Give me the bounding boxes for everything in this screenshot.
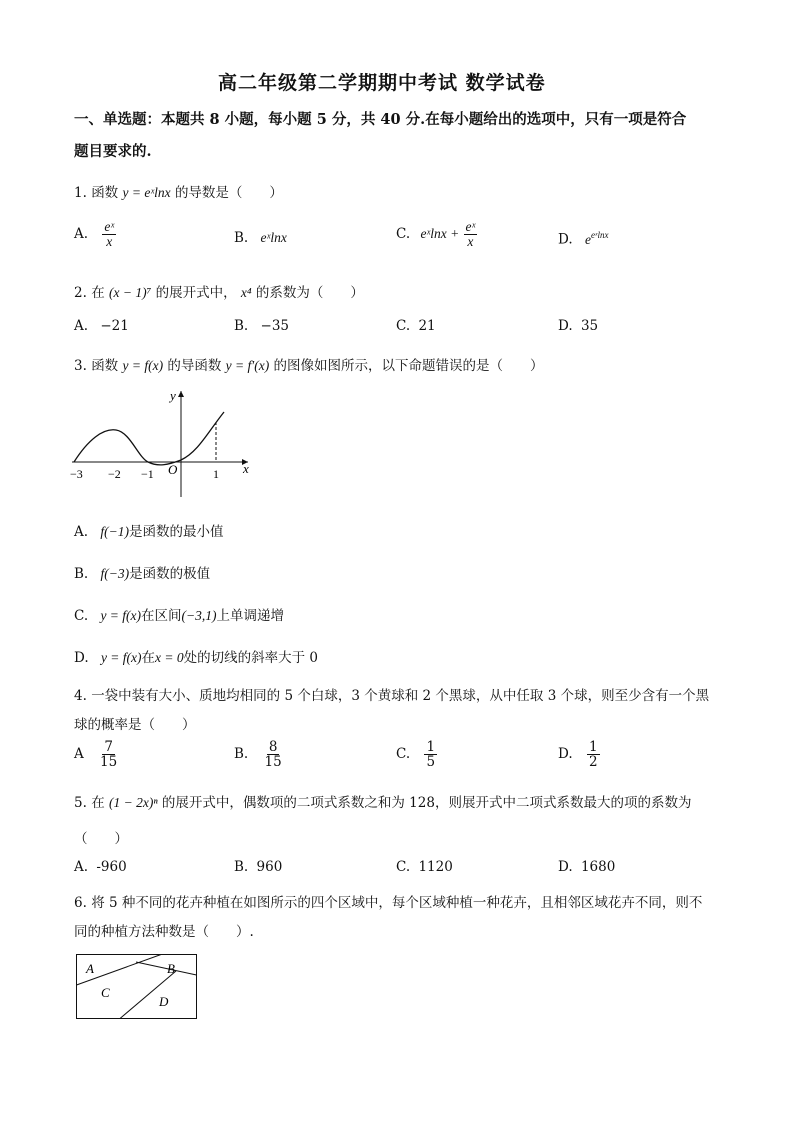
denominator: 15: [264, 754, 282, 771]
question-6-line2: 同的种植方法种数是（ ）.: [74, 924, 254, 940]
region-label-b: B: [167, 961, 175, 976]
option-exponent: eˣlnx: [590, 230, 609, 240]
question-text: 的导数是（ ）: [174, 185, 283, 201]
option-text: −35: [260, 318, 290, 334]
tick-label: −3: [70, 467, 83, 481]
option-label: D.: [558, 231, 573, 248]
denominator: 15: [100, 754, 118, 771]
fraction: [587, 740, 600, 769]
option-label: B.: [234, 230, 249, 246]
fraction: [464, 220, 478, 249]
option-label: D.: [558, 859, 573, 875]
denominator: x: [106, 234, 113, 250]
formula: (1 − 2x)ⁿ: [108, 795, 158, 810]
option-text: 35: [580, 318, 599, 334]
question-number: 5.: [74, 795, 87, 811]
q1-option-a[interactable]: [74, 220, 116, 249]
formula: y = f(x): [122, 358, 164, 373]
question-number: 2.: [74, 285, 87, 301]
curve: [74, 412, 224, 465]
question-text: 的导函数: [167, 358, 222, 374]
q4-option-d[interactable]: [558, 740, 600, 769]
q2-option-b[interactable]: [234, 318, 289, 334]
formula: f(−1): [100, 524, 129, 539]
option-label: C.: [396, 859, 411, 875]
q1-option-b[interactable]: [234, 230, 287, 246]
formula: y = f(x): [100, 650, 142, 665]
option-text: 960: [256, 859, 283, 875]
option-label: A.: [74, 226, 89, 243]
question-text: 在: [91, 285, 105, 301]
option-label: A.: [74, 524, 89, 540]
option-label: A.: [74, 859, 89, 875]
formula: (x − 1)⁷: [108, 285, 152, 300]
question-text: 的展开式中，偶数项的二项式系数之和为 128，则展开式中二项式系数最大的项的系数为: [161, 795, 692, 811]
q5-option-d[interactable]: [558, 859, 615, 875]
numerator: 8: [268, 739, 278, 755]
option-label: D.: [558, 318, 573, 334]
question-1: [74, 181, 283, 201]
question-text: 的展开式中，: [155, 285, 237, 301]
question-number: 6.: [74, 895, 87, 911]
q4-option-a[interactable]: [74, 740, 119, 769]
q5-option-a[interactable]: [74, 859, 127, 875]
q3-option-b[interactable]: [74, 562, 210, 582]
region-diagram: [76, 954, 198, 1020]
fraction: [263, 740, 284, 769]
numerator: 1: [588, 739, 598, 755]
option-label: B.: [234, 746, 249, 763]
fraction: [424, 740, 437, 769]
formula: y = f(x): [100, 608, 142, 623]
q1-option-d[interactable]: [558, 230, 608, 248]
q4-option-b[interactable]: [234, 740, 284, 769]
y-axis-label: y: [170, 388, 176, 403]
option-text: -960: [96, 859, 127, 875]
option-text: 是函数的极值: [129, 566, 211, 582]
denominator: x: [467, 234, 474, 250]
option-label: C.: [396, 226, 411, 243]
page-title: 高二年级第二学期期中考试 数学试卷: [218, 72, 546, 94]
option-text: 是函数的最小值: [128, 524, 224, 540]
option-text: 上单调递增: [216, 608, 285, 624]
section-heading-line1: 一、单选题：本题共 8 小题，每小题 5 分，共 40 分.在每小题给出的选项中，只有一项是符合: [74, 111, 687, 128]
tick-label: −2: [108, 467, 121, 481]
derivative-graph: [68, 385, 258, 500]
option-label: A.: [74, 318, 89, 334]
option-text: 1120: [418, 859, 453, 875]
question-text: 一袋中装有大小、质地均相同的 5 个白球，3 个黄球和 2 个黑球，从中任取 3 个球，则至少含有一个黑: [91, 688, 710, 704]
formula: y = eˣlnx: [122, 185, 171, 200]
option-label: A: [74, 746, 84, 763]
option-label: D.: [558, 746, 573, 763]
option-label: C.: [396, 318, 411, 334]
question-number: 3.: [74, 358, 87, 374]
section-heading-line2: 题目要求的.: [74, 143, 152, 160]
q3-option-c[interactable]: [74, 604, 284, 624]
option-text: −21: [100, 318, 129, 334]
question-5-line2: （ ）: [74, 831, 128, 847]
numerator: 1: [426, 739, 436, 755]
option-text: 在区间: [141, 608, 182, 624]
denominator: 5: [426, 754, 436, 771]
numerator: 7: [104, 739, 113, 755]
option-text: 处的切线的斜率大于 0: [183, 650, 319, 666]
diagram-border: [77, 955, 197, 1019]
question-number: 4.: [74, 688, 87, 704]
q1-option-c[interactable]: [396, 220, 477, 249]
question-text: 的图像如图所示，以下命题错误的是（ ）: [273, 358, 544, 374]
formula: y = f′(x): [225, 358, 270, 373]
region-label-a: A: [86, 961, 94, 976]
option-text: eˣlnx +: [420, 226, 460, 242]
q3-option-d[interactable]: [74, 646, 318, 666]
region-label-d: D: [159, 994, 169, 1009]
formula: x = 0: [155, 650, 184, 665]
formula: x⁴: [240, 285, 252, 300]
q5-option-b[interactable]: [234, 859, 282, 875]
q3-option-a[interactable]: [74, 520, 223, 540]
tick-label: −1: [141, 467, 154, 481]
q5-option-c[interactable]: [396, 859, 453, 875]
option-label: B.: [234, 318, 249, 334]
numerator: eˣ: [104, 219, 115, 234]
x-axis-label: x: [243, 461, 249, 476]
question-4-line2: 球的概率是（ ）: [74, 717, 196, 733]
q2-option-c[interactable]: [396, 318, 436, 334]
option-text: 1680: [580, 859, 616, 875]
question-text: 在: [91, 795, 105, 811]
question-5: [74, 791, 691, 811]
option-label: D.: [74, 650, 89, 666]
option-text: eˣlnx: [260, 230, 287, 245]
question-text: 函数: [91, 358, 119, 374]
region-label-c: C: [101, 985, 110, 1000]
question-text: 函数: [91, 185, 119, 201]
tick-label: 1: [213, 467, 219, 481]
question-number: 1.: [74, 185, 87, 201]
option-label: B.: [234, 859, 249, 875]
origin-label: O: [168, 462, 178, 477]
option-text: 在: [141, 650, 156, 666]
q2-option-d[interactable]: [558, 318, 598, 334]
fraction: [98, 740, 119, 769]
q4-option-c[interactable]: [396, 740, 437, 769]
denominator: 2: [588, 754, 598, 771]
question-text: 将 5 种不同的花卉种植在如图所示的四个区域中，每个区域种植一种花卉，且相邻区域花卉不同，则不: [91, 895, 703, 911]
option-base: e: [584, 231, 591, 247]
option-label: C.: [74, 608, 89, 624]
option-label: B.: [74, 566, 89, 582]
question-text: 的系数为（ ）: [255, 285, 364, 301]
fraction: [102, 220, 116, 249]
numerator: eˣ: [465, 219, 476, 234]
question-3: [74, 354, 544, 374]
formula: (−3,1): [181, 608, 217, 623]
question-6: [74, 891, 702, 911]
question-4: [74, 684, 709, 704]
formula: f(−3): [100, 566, 130, 581]
question-2: [74, 281, 364, 301]
q2-option-a[interactable]: [74, 318, 129, 334]
option-text: 21: [418, 318, 436, 334]
option-label: C.: [396, 746, 411, 763]
